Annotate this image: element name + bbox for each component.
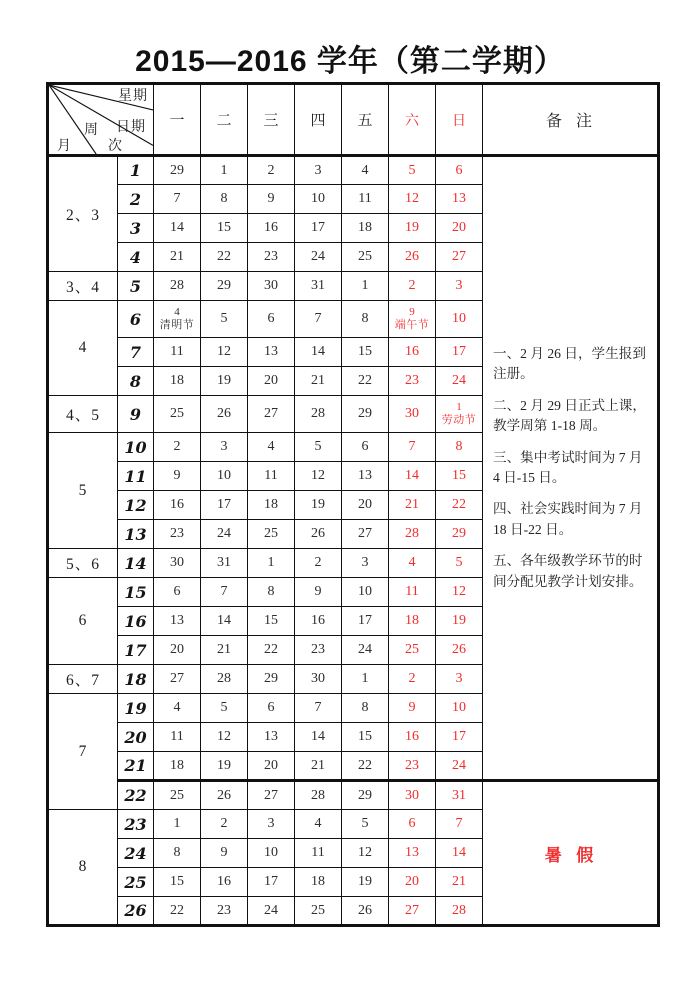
date-cell: 20 bbox=[154, 636, 201, 665]
date-cell: 7 bbox=[295, 301, 342, 338]
date-cell: 10 bbox=[436, 301, 483, 338]
date-cell: 20 bbox=[389, 868, 436, 897]
date-cell: 1 bbox=[248, 549, 295, 578]
date-cell: 13 bbox=[248, 723, 295, 752]
date-cell: 8 bbox=[342, 694, 389, 723]
date-cell: 1 bbox=[201, 156, 248, 185]
date-cell: 29 bbox=[342, 396, 389, 433]
date-cell: 14 bbox=[436, 839, 483, 868]
date-cell: 22 bbox=[201, 243, 248, 272]
date-cell: 3 bbox=[201, 433, 248, 462]
note-item: 五、各年级教学环节的时间分配见教学计划安排。 bbox=[493, 553, 643, 589]
date-cell: 27 bbox=[389, 897, 436, 926]
date-cell: 22 bbox=[248, 636, 295, 665]
weekday-header: 三 bbox=[248, 84, 295, 156]
date-cell: 30 bbox=[154, 549, 201, 578]
date-cell: 22 bbox=[342, 752, 389, 781]
date-cell: 9 bbox=[389, 694, 436, 723]
date-cell: 10 bbox=[342, 578, 389, 607]
date-cell: 19 bbox=[436, 607, 483, 636]
date-cell: 20 bbox=[248, 367, 295, 396]
date-cell: 28 bbox=[436, 897, 483, 926]
week-number-cell: 24 bbox=[118, 839, 154, 868]
month-cell: 6、7 bbox=[48, 665, 118, 694]
date-cell bbox=[154, 301, 201, 338]
date-cell: 11 bbox=[295, 839, 342, 868]
week-number-cell: 4 bbox=[118, 243, 154, 272]
date-cell: 24 bbox=[201, 520, 248, 549]
date-cell: 5 bbox=[389, 156, 436, 185]
note-item: 四、社会实践时间为 7 月 18 日-22 日。 bbox=[493, 501, 643, 537]
weekday-header: 五 bbox=[342, 84, 389, 156]
date-cell: 31 bbox=[201, 549, 248, 578]
date-number: 9 bbox=[409, 306, 415, 319]
week-number-cell: 13 bbox=[118, 520, 154, 549]
week-number-cell: 15 bbox=[118, 578, 154, 607]
week-number-cell: 26 bbox=[118, 897, 154, 926]
week-number-cell: 23 bbox=[118, 810, 154, 839]
month-cell: 4、5 bbox=[48, 396, 118, 433]
date-cell: 21 bbox=[201, 636, 248, 665]
date-cell: 6 bbox=[248, 301, 295, 338]
date-cell: 18 bbox=[248, 491, 295, 520]
corner-date-label: 日期 bbox=[116, 120, 146, 135]
date-cell: 2 bbox=[154, 433, 201, 462]
remarks-notes-cell bbox=[483, 156, 659, 781]
date-cell: 7 bbox=[295, 694, 342, 723]
date-cell: 5 bbox=[201, 301, 248, 338]
date-cell: 31 bbox=[295, 272, 342, 301]
date-cell: 23 bbox=[248, 243, 295, 272]
date-cell: 10 bbox=[248, 839, 295, 868]
weekday-header: 四 bbox=[295, 84, 342, 156]
date-cell: 24 bbox=[295, 243, 342, 272]
festival-label: 劳动节 bbox=[441, 414, 477, 426]
date-cell: 24 bbox=[436, 752, 483, 781]
date-cell: 8 bbox=[154, 839, 201, 868]
corner-order-label: 次 bbox=[108, 139, 123, 154]
weekday-header: 一 bbox=[154, 84, 201, 156]
month-cell: 6 bbox=[48, 578, 118, 665]
date-cell: 24 bbox=[342, 636, 389, 665]
month-cell: 5、6 bbox=[48, 549, 118, 578]
date-cell: 1 bbox=[342, 665, 389, 694]
date-cell: 15 bbox=[201, 214, 248, 243]
date-cell: 19 bbox=[342, 868, 389, 897]
date-cell: 11 bbox=[154, 723, 201, 752]
week-number-cell: 19 bbox=[118, 694, 154, 723]
date-cell: 18 bbox=[154, 367, 201, 396]
date-cell: 15 bbox=[342, 723, 389, 752]
date-cell: 31 bbox=[436, 781, 483, 810]
date-cell: 15 bbox=[154, 868, 201, 897]
date-cell: 29 bbox=[436, 520, 483, 549]
date-cell: 24 bbox=[436, 367, 483, 396]
date-cell: 26 bbox=[389, 243, 436, 272]
weekday-header: 日 bbox=[436, 84, 483, 156]
month-cell: 8 bbox=[48, 810, 118, 926]
date-cell: 28 bbox=[201, 665, 248, 694]
week-number-cell: 7 bbox=[118, 338, 154, 367]
date-cell: 25 bbox=[154, 781, 201, 810]
page-title: 2015—2016 学年（第二学期） bbox=[135, 45, 565, 78]
date-cell: 3 bbox=[436, 665, 483, 694]
date-cell: 17 bbox=[342, 607, 389, 636]
date-cell: 6 bbox=[154, 578, 201, 607]
date-cell: 29 bbox=[154, 156, 201, 185]
date-cell: 25 bbox=[295, 897, 342, 926]
weekday-header: 二 bbox=[201, 84, 248, 156]
date-cell: 9 bbox=[201, 839, 248, 868]
date-cell: 13 bbox=[436, 185, 483, 214]
date-cell: 7 bbox=[436, 810, 483, 839]
date-cell: 7 bbox=[389, 433, 436, 462]
date-cell: 27 bbox=[342, 520, 389, 549]
week-number-cell: 6 bbox=[118, 301, 154, 338]
date-cell: 2 bbox=[201, 810, 248, 839]
calendar-table bbox=[46, 82, 660, 927]
date-cell: 22 bbox=[342, 367, 389, 396]
note-item: 二、2 月 29 日正式上课，教学周第 1-18 周。 bbox=[493, 397, 646, 434]
summer-vacation-label: 暑 假 bbox=[483, 781, 659, 926]
note-item: 三、集中考试时间为 7 月 4 日-15 日。 bbox=[493, 449, 643, 485]
week-number-cell: 18 bbox=[118, 665, 154, 694]
date-cell: 5 bbox=[295, 433, 342, 462]
corner-month-label: 月 bbox=[57, 139, 72, 154]
date-cell: 26 bbox=[295, 520, 342, 549]
week-number-cell: 12 bbox=[118, 491, 154, 520]
date-cell: 17 bbox=[248, 868, 295, 897]
date-cell: 2 bbox=[389, 665, 436, 694]
week-number-cell: 8 bbox=[118, 367, 154, 396]
date-cell: 7 bbox=[201, 578, 248, 607]
date-cell: 3 bbox=[248, 810, 295, 839]
date-cell: 25 bbox=[154, 396, 201, 433]
week-number-cell: 14 bbox=[118, 549, 154, 578]
date-cell: 4 bbox=[342, 156, 389, 185]
date-cell: 11 bbox=[389, 578, 436, 607]
date-cell: 23 bbox=[295, 636, 342, 665]
week-number-cell: 16 bbox=[118, 607, 154, 636]
date-cell: 26 bbox=[436, 636, 483, 665]
date-number: 4 bbox=[174, 306, 180, 319]
week-number-cell: 1 bbox=[118, 156, 154, 185]
date-cell: 26 bbox=[201, 781, 248, 810]
date-cell: 14 bbox=[154, 214, 201, 243]
date-cell: 17 bbox=[436, 338, 483, 367]
date-cell: 12 bbox=[201, 723, 248, 752]
weekday-header: 六 bbox=[389, 84, 436, 156]
date-cell: 6 bbox=[389, 810, 436, 839]
week-row bbox=[48, 156, 659, 185]
date-cell: 16 bbox=[389, 723, 436, 752]
date-cell: 2 bbox=[248, 156, 295, 185]
date-cell: 4 bbox=[248, 433, 295, 462]
date-cell: 5 bbox=[201, 694, 248, 723]
date-cell: 15 bbox=[436, 462, 483, 491]
date-cell: 29 bbox=[342, 781, 389, 810]
date-cell: 25 bbox=[389, 636, 436, 665]
date-cell: 12 bbox=[201, 338, 248, 367]
month-cell: 5 bbox=[48, 433, 118, 549]
date-cell: 10 bbox=[436, 694, 483, 723]
date-cell: 6 bbox=[436, 156, 483, 185]
date-cell: 11 bbox=[342, 185, 389, 214]
date-cell: 1 bbox=[342, 272, 389, 301]
date-cell: 6 bbox=[342, 433, 389, 462]
date-cell: 24 bbox=[248, 897, 295, 926]
date-cell: 9 bbox=[154, 462, 201, 491]
date-cell: 23 bbox=[389, 752, 436, 781]
date-cell: 20 bbox=[436, 214, 483, 243]
corner-header bbox=[48, 84, 154, 156]
date-cell: 30 bbox=[248, 272, 295, 301]
corner-weekday-label: 星期 bbox=[118, 89, 148, 104]
date-cell: 3 bbox=[436, 272, 483, 301]
date-cell: 5 bbox=[436, 549, 483, 578]
date-cell: 8 bbox=[342, 301, 389, 338]
date-cell: 29 bbox=[201, 272, 248, 301]
date-cell: 11 bbox=[248, 462, 295, 491]
date-cell: 16 bbox=[295, 607, 342, 636]
date-cell: 27 bbox=[248, 396, 295, 433]
date-cell: 7 bbox=[154, 185, 201, 214]
week-row bbox=[48, 781, 659, 810]
week-number-cell: 3 bbox=[118, 214, 154, 243]
date-cell: 3 bbox=[295, 156, 342, 185]
date-cell: 13 bbox=[154, 607, 201, 636]
week-number-cell: 25 bbox=[118, 868, 154, 897]
date-cell: 18 bbox=[342, 214, 389, 243]
date-cell: 5 bbox=[342, 810, 389, 839]
week-number-cell: 22 bbox=[118, 781, 154, 810]
date-cell: 26 bbox=[201, 396, 248, 433]
date-cell: 12 bbox=[436, 578, 483, 607]
date-cell: 30 bbox=[389, 781, 436, 810]
date-cell: 12 bbox=[389, 185, 436, 214]
date-cell: 28 bbox=[295, 781, 342, 810]
week-number-cell: 2 bbox=[118, 185, 154, 214]
date-cell: 14 bbox=[201, 607, 248, 636]
date-cell: 3 bbox=[342, 549, 389, 578]
date-cell: 19 bbox=[201, 752, 248, 781]
date-cell: 22 bbox=[154, 897, 201, 926]
date-cell: 9 bbox=[248, 185, 295, 214]
date-cell: 13 bbox=[389, 839, 436, 868]
date-cell: 23 bbox=[154, 520, 201, 549]
date-cell: 21 bbox=[295, 367, 342, 396]
date-cell: 12 bbox=[342, 839, 389, 868]
month-cell: 2、3 bbox=[48, 156, 118, 272]
date-cell: 28 bbox=[389, 520, 436, 549]
date-cell: 23 bbox=[201, 897, 248, 926]
date-cell: 16 bbox=[389, 338, 436, 367]
date-cell: 13 bbox=[342, 462, 389, 491]
festival-label: 端午节 bbox=[394, 319, 430, 331]
week-number-cell: 11 bbox=[118, 462, 154, 491]
week-number-cell: 17 bbox=[118, 636, 154, 665]
date-cell: 27 bbox=[154, 665, 201, 694]
note-item: 一、2 月 26 日，学生报到注册。 bbox=[493, 346, 646, 382]
date-cell: 16 bbox=[201, 868, 248, 897]
week-number-cell: 20 bbox=[118, 723, 154, 752]
date-cell: 19 bbox=[389, 214, 436, 243]
date-cell: 8 bbox=[248, 578, 295, 607]
date-cell: 22 bbox=[436, 491, 483, 520]
date-cell: 10 bbox=[201, 462, 248, 491]
date-number: 1 bbox=[456, 401, 462, 414]
remarks-header: 备 注 bbox=[483, 84, 659, 156]
date-cell: 15 bbox=[342, 338, 389, 367]
date-cell: 21 bbox=[295, 752, 342, 781]
corner-week-label: 周 bbox=[84, 123, 99, 138]
month-cell: 3、4 bbox=[48, 272, 118, 301]
header-row bbox=[48, 84, 659, 156]
date-cell: 29 bbox=[248, 665, 295, 694]
date-cell: 25 bbox=[248, 520, 295, 549]
date-cell: 17 bbox=[201, 491, 248, 520]
date-cell: 17 bbox=[295, 214, 342, 243]
date-cell: 16 bbox=[248, 214, 295, 243]
date-cell: 4 bbox=[154, 694, 201, 723]
date-cell: 16 bbox=[154, 491, 201, 520]
date-cell: 23 bbox=[389, 367, 436, 396]
date-cell: 25 bbox=[342, 243, 389, 272]
date-cell: 30 bbox=[389, 396, 436, 433]
date-cell: 26 bbox=[342, 897, 389, 926]
date-cell: 18 bbox=[389, 607, 436, 636]
date-cell: 9 bbox=[295, 578, 342, 607]
date-cell: 12 bbox=[295, 462, 342, 491]
date-cell: 1 bbox=[154, 810, 201, 839]
date-cell: 4 bbox=[389, 549, 436, 578]
date-cell: 20 bbox=[342, 491, 389, 520]
date-cell: 28 bbox=[154, 272, 201, 301]
date-cell bbox=[436, 396, 483, 433]
date-cell: 21 bbox=[154, 243, 201, 272]
date-cell: 4 bbox=[295, 810, 342, 839]
week-number-cell: 10 bbox=[118, 433, 154, 462]
date-cell: 14 bbox=[295, 338, 342, 367]
date-cell: 13 bbox=[248, 338, 295, 367]
month-cell: 7 bbox=[48, 694, 118, 810]
date-cell: 11 bbox=[154, 338, 201, 367]
date-cell: 27 bbox=[248, 781, 295, 810]
date-cell: 2 bbox=[389, 272, 436, 301]
date-cell: 14 bbox=[389, 462, 436, 491]
date-cell bbox=[389, 301, 436, 338]
date-cell: 17 bbox=[436, 723, 483, 752]
date-cell: 8 bbox=[201, 185, 248, 214]
date-cell: 2 bbox=[295, 549, 342, 578]
date-cell: 10 bbox=[295, 185, 342, 214]
date-cell: 18 bbox=[295, 868, 342, 897]
date-cell: 6 bbox=[248, 694, 295, 723]
month-cell: 4 bbox=[48, 301, 118, 396]
date-cell: 21 bbox=[436, 868, 483, 897]
date-cell: 28 bbox=[295, 396, 342, 433]
date-cell: 27 bbox=[436, 243, 483, 272]
date-cell: 21 bbox=[389, 491, 436, 520]
week-number-cell: 9 bbox=[118, 396, 154, 433]
date-cell: 14 bbox=[295, 723, 342, 752]
date-cell: 20 bbox=[248, 752, 295, 781]
date-cell: 8 bbox=[436, 433, 483, 462]
date-cell: 19 bbox=[201, 367, 248, 396]
date-cell: 30 bbox=[295, 665, 342, 694]
week-number-cell: 5 bbox=[118, 272, 154, 301]
date-cell: 19 bbox=[295, 491, 342, 520]
week-number-cell: 21 bbox=[118, 752, 154, 781]
date-cell: 18 bbox=[154, 752, 201, 781]
date-cell: 15 bbox=[248, 607, 295, 636]
festival-label: 清明节 bbox=[159, 319, 195, 331]
